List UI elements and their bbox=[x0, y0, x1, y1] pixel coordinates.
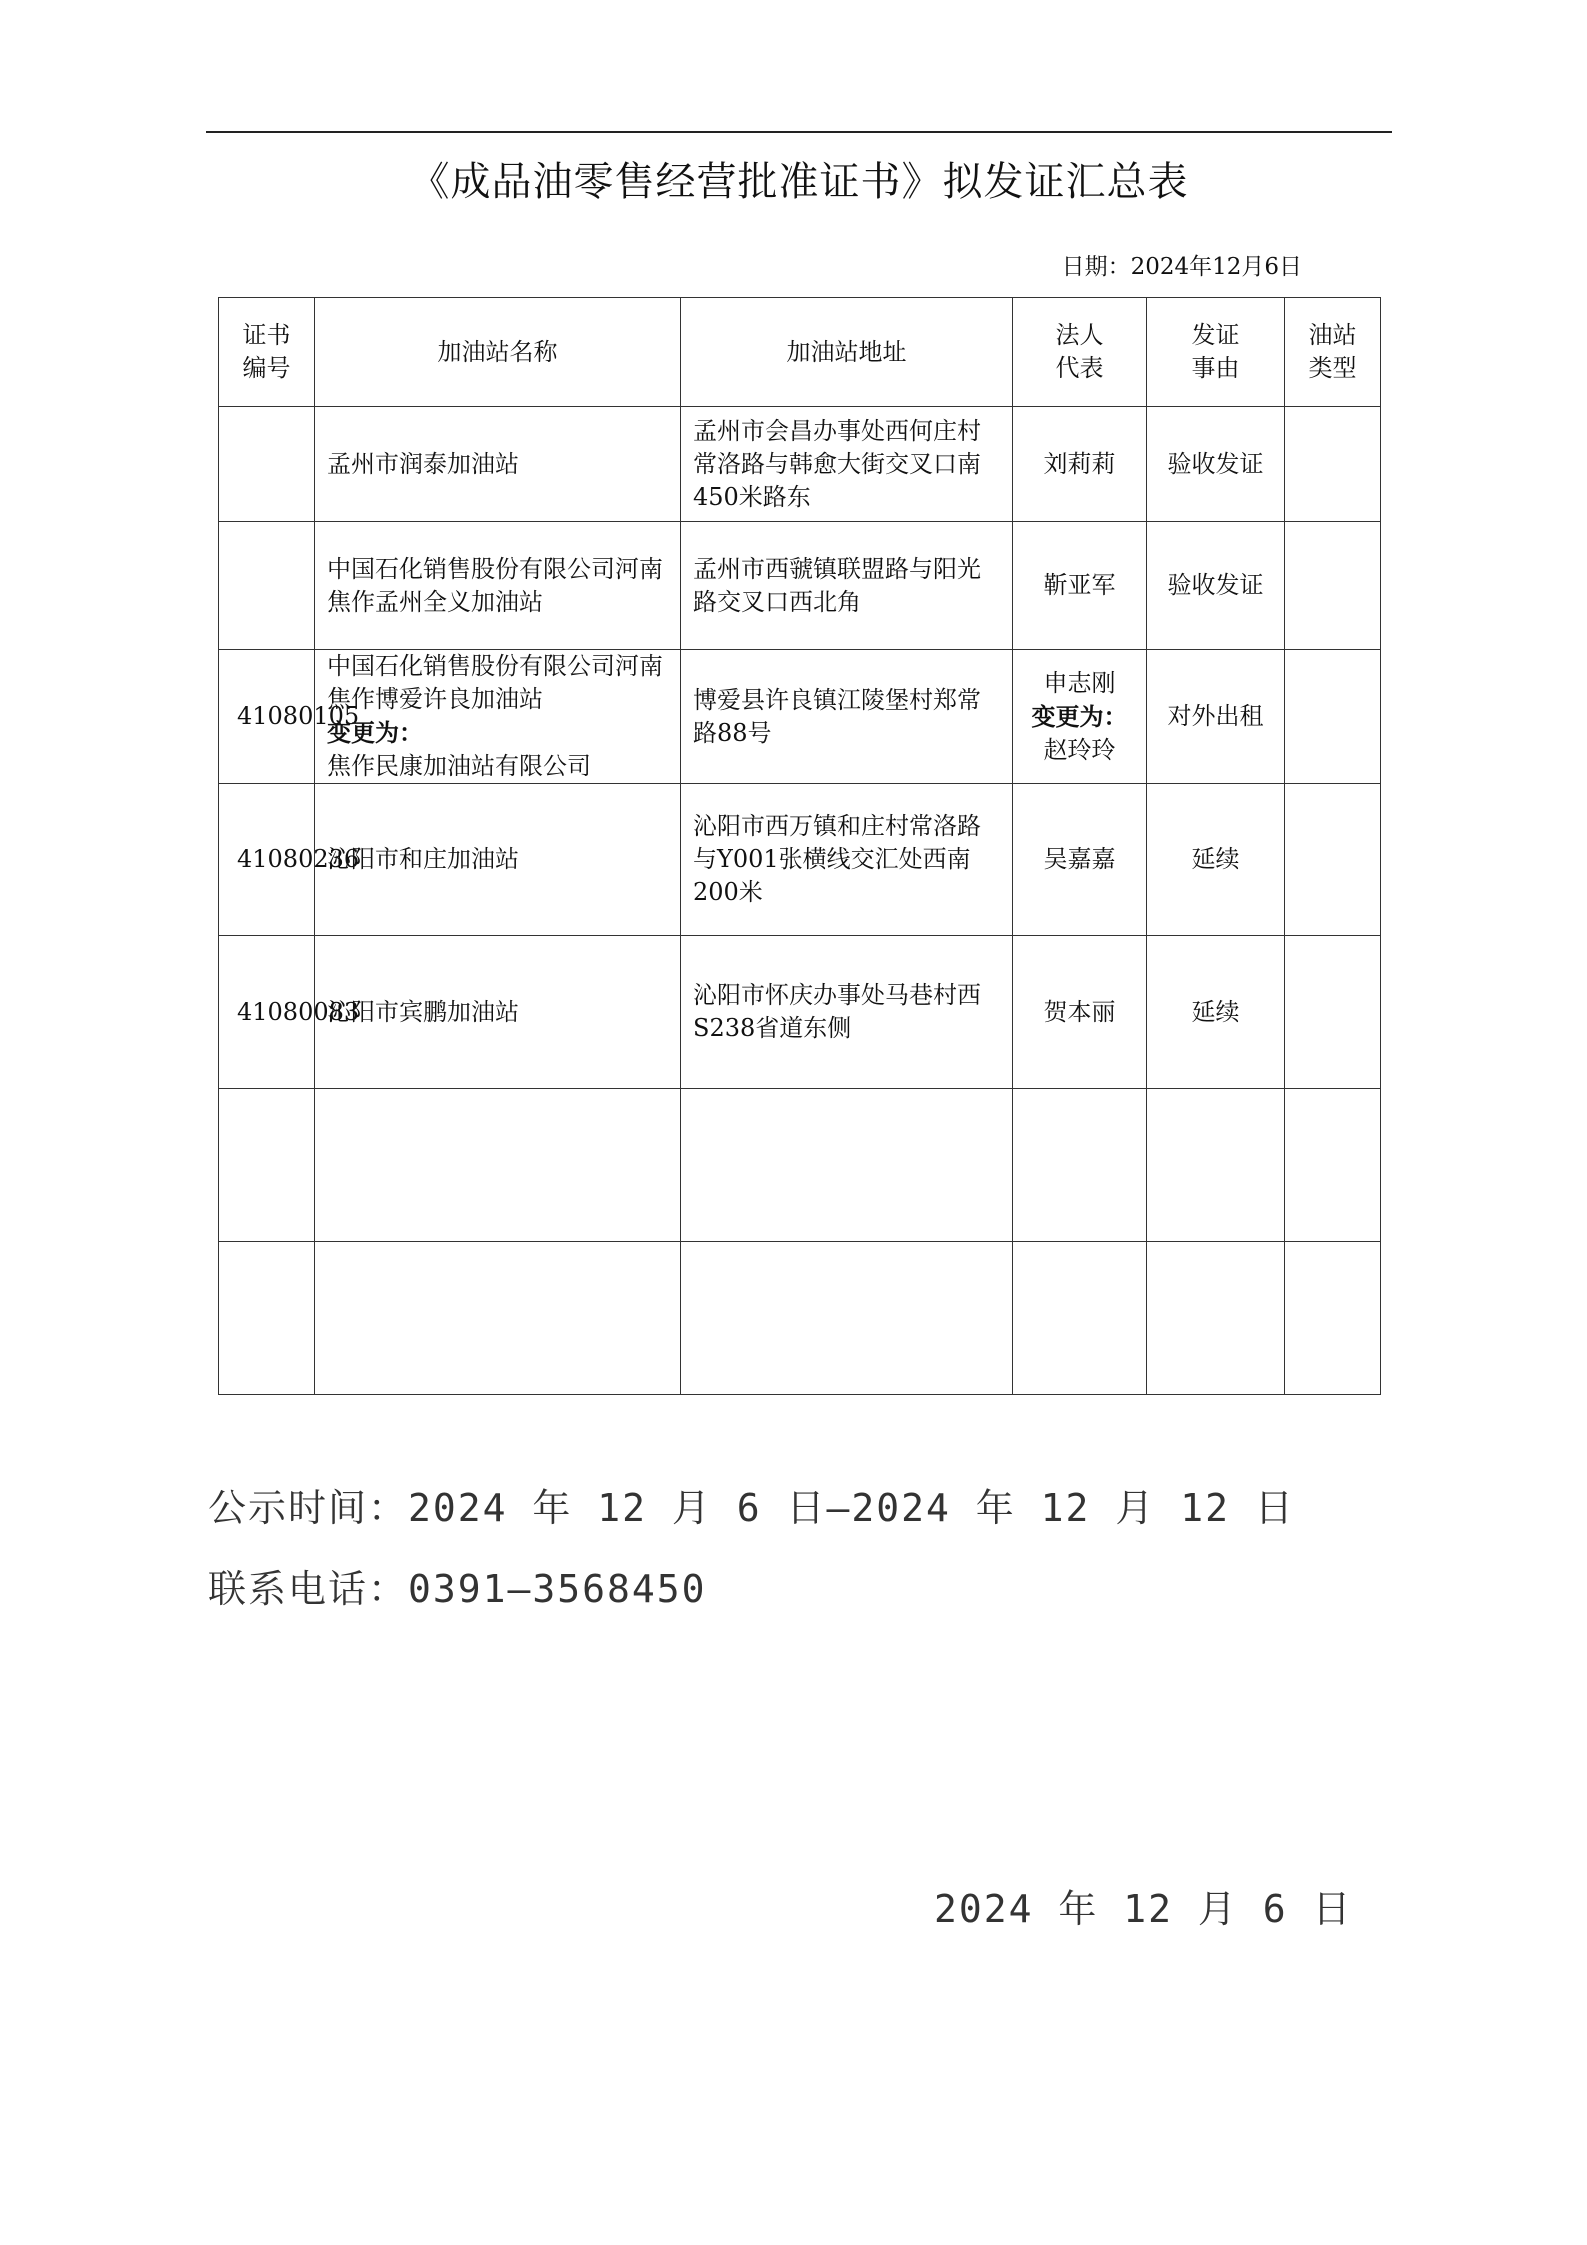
table-row bbox=[219, 407, 1381, 522]
signature-date: 2024 年 12 月 6 日 bbox=[934, 1887, 1353, 1931]
cell-station-name: 孟州市润泰加油站 bbox=[315, 407, 681, 522]
cell-legal-rep: 靳亚军 bbox=[1013, 522, 1147, 650]
cell-address: 孟州市会昌办事处西何庄村常洛路与韩愈大街交叉口南450米路东 bbox=[681, 407, 1013, 522]
header-station-name: 加油站名称 bbox=[315, 298, 681, 407]
cell-reason bbox=[1147, 1242, 1285, 1395]
cell-legal-rep bbox=[1013, 1242, 1147, 1395]
station-name-changed: 焦作民康加油站有限公司 bbox=[327, 752, 591, 780]
table-row bbox=[219, 650, 1381, 784]
cell-reason: 对外出租 bbox=[1147, 650, 1285, 784]
header-station-type: 油站 类型 bbox=[1285, 298, 1381, 407]
cell-address bbox=[681, 1242, 1013, 1395]
cell-reason: 验收发证 bbox=[1147, 522, 1285, 650]
cell-address: 孟州市西虢镇联盟路与阳光路交叉口西北角 bbox=[681, 522, 1013, 650]
cell-address: 博爱县许良镇江陵堡村郑常路88号 bbox=[681, 650, 1013, 784]
legal-rep-original: 申志刚 bbox=[1043, 668, 1116, 697]
cell-cert-no: 41080105 bbox=[219, 650, 315, 784]
name-change-label: 变更为： bbox=[327, 718, 423, 747]
cell-cert-no bbox=[219, 407, 315, 522]
cell-station-name: 沁阳市宾鹏加油站 bbox=[315, 936, 681, 1089]
table-header-row bbox=[219, 298, 1381, 407]
cell-legal-rep: 刘莉莉 bbox=[1013, 407, 1147, 522]
header-cert-no: 证书 编号 bbox=[219, 298, 315, 407]
table-row bbox=[219, 936, 1381, 1089]
cell-cert-no: 41080083 bbox=[219, 936, 315, 1089]
table-row bbox=[219, 784, 1381, 936]
cell-station-name: 沁阳市和庄加油站 bbox=[315, 784, 681, 936]
cell-station-type bbox=[1285, 407, 1381, 522]
top-rule bbox=[206, 131, 1392, 133]
cell-reason bbox=[1147, 1089, 1285, 1242]
cell-cert-no: 41080236 bbox=[219, 784, 315, 936]
header-address: 加油站地址 bbox=[681, 298, 1013, 407]
cell-station-name: 中国石化销售股份有限公司河南焦作孟州全义加油站 bbox=[315, 522, 681, 650]
certificate-summary-table bbox=[218, 297, 1381, 1395]
cell-legal-rep: 贺本丽 bbox=[1013, 936, 1147, 1089]
cell-address: 沁阳市西万镇和庄村常洛路与Y001张横线交汇处西南200米 bbox=[681, 784, 1013, 936]
cell-station-type bbox=[1285, 1242, 1381, 1395]
document-date: 日期：2024年12月6日 bbox=[1061, 254, 1302, 280]
cell-reason: 延续 bbox=[1147, 936, 1285, 1089]
cell-station-name bbox=[315, 1089, 681, 1242]
table-row bbox=[219, 522, 1381, 650]
cell-legal-rep bbox=[1013, 1089, 1147, 1242]
cell-reason: 延续 bbox=[1147, 784, 1285, 936]
legal-rep-changed: 赵玲玲 bbox=[1043, 735, 1116, 764]
cell-cert-no bbox=[219, 1242, 315, 1395]
cell-station-type bbox=[1285, 522, 1381, 650]
header-reason: 发证 事由 bbox=[1147, 298, 1285, 407]
station-name-original: 中国石化销售股份有限公司河南焦作博爱许良加油站 bbox=[327, 652, 663, 713]
cell-cert-no bbox=[219, 1089, 315, 1242]
cell-station-type bbox=[1285, 784, 1381, 936]
cell-address: 沁阳市怀庆办事处马巷村西S238省道东侧 bbox=[681, 936, 1013, 1089]
cell-address bbox=[681, 1089, 1013, 1242]
rep-change-label: 变更为： bbox=[1031, 701, 1128, 731]
cell-station-name bbox=[315, 650, 681, 784]
cell-cert-no bbox=[219, 522, 315, 650]
cell-legal-rep bbox=[1013, 650, 1147, 784]
table-row-empty bbox=[219, 1242, 1381, 1395]
contact-phone: 联系电话：0391—3568450 bbox=[208, 1567, 707, 1611]
publicity-period: 公示时间：2024 年 12 月 6 日—2024 年 12 月 12 日 bbox=[208, 1486, 1295, 1530]
document-title: 《成品油零售经营批准证书》拟发证汇总表 bbox=[409, 159, 1189, 205]
cell-station-name bbox=[315, 1242, 681, 1395]
cell-station-type bbox=[1285, 1089, 1381, 1242]
cell-reason: 验收发证 bbox=[1147, 407, 1285, 522]
cell-station-type bbox=[1285, 936, 1381, 1089]
table-row-empty bbox=[219, 1089, 1381, 1242]
cell-legal-rep: 吴嘉嘉 bbox=[1013, 784, 1147, 936]
header-legal-rep: 法人 代表 bbox=[1013, 298, 1147, 407]
cell-station-type bbox=[1285, 650, 1381, 784]
